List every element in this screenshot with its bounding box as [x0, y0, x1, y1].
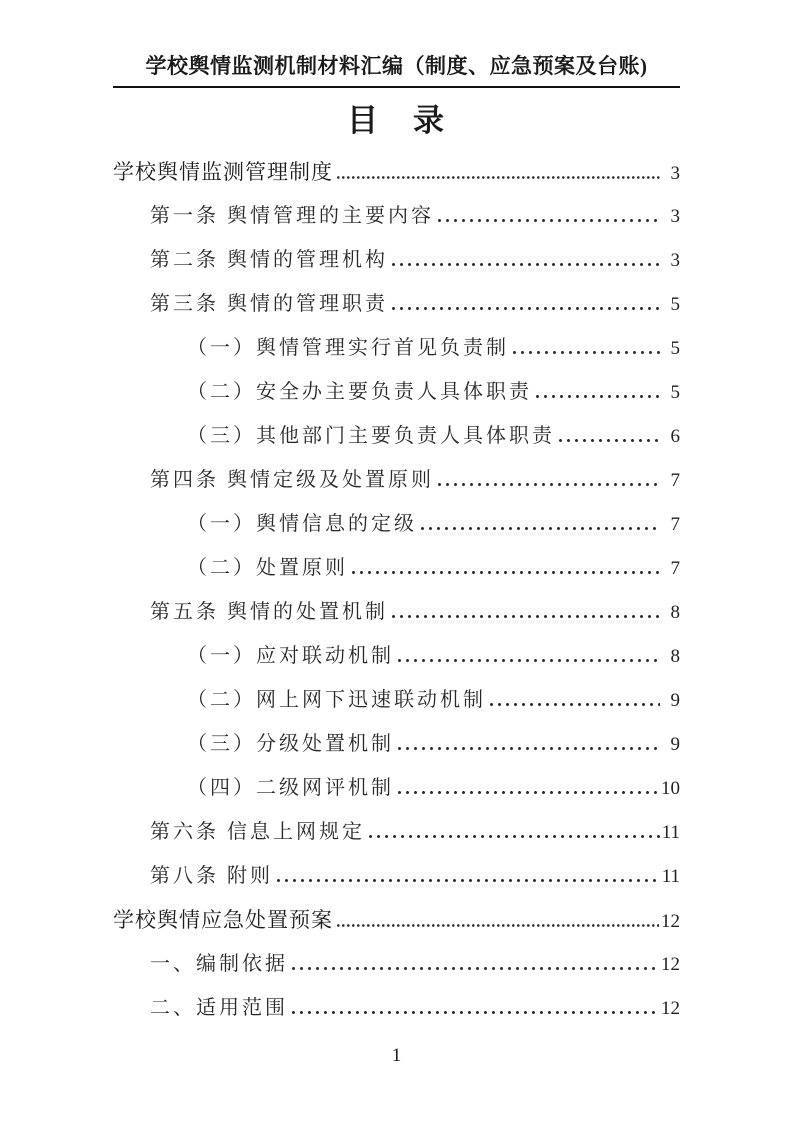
toc-entry-label: （四）二级网评机制 [187, 777, 394, 799]
dotted-leader [513, 351, 660, 354]
toc-entry[interactable] [113, 590, 680, 634]
toc-entry-page: 12 [661, 998, 680, 1019]
dotted-leader [490, 703, 660, 706]
toc-entry-label: 一、编制依据 [150, 953, 288, 975]
toc-entry-page: 7 [670, 558, 680, 579]
toc-entry[interactable] [113, 942, 680, 986]
dotted-leader [352, 571, 660, 574]
toc-entry-page: 9 [670, 690, 680, 711]
toc-entry[interactable] [113, 370, 680, 414]
dotted-leader [398, 747, 660, 750]
toc-entry-page: 12 [661, 954, 680, 975]
dotted-leader [438, 219, 660, 222]
toc-entry-page: 3 [670, 250, 680, 271]
page-title: 目 录 [347, 103, 446, 138]
toc-entry-page: 12 [661, 911, 680, 932]
toc-entry-label: 第六条 信息上网规定 [150, 821, 365, 843]
toc-entry-page: 7 [670, 470, 680, 491]
toc-entry[interactable] [113, 766, 680, 810]
dotted-leader [337, 924, 659, 927]
toc-entry-page: 11 [661, 822, 680, 843]
page-header [113, 0, 680, 88]
dotted-leader [337, 176, 660, 179]
toc-entry[interactable] [113, 238, 680, 282]
toc-entry[interactable] [113, 458, 680, 502]
dotted-leader [392, 307, 660, 310]
toc-entry[interactable] [113, 326, 680, 370]
toc-entry[interactable] [113, 414, 680, 458]
toc-entry-page: 11 [661, 866, 680, 887]
toc-entry[interactable] [113, 898, 680, 942]
toc-entry[interactable] [113, 986, 680, 1030]
dotted-leader [369, 835, 660, 838]
toc-entry-page: 5 [670, 382, 680, 403]
toc-entry-label: （三）其他部门主要负责人具体职责 [187, 425, 555, 447]
toc-entry-page: 3 [670, 163, 680, 184]
toc-entry-page: 5 [670, 294, 680, 315]
toc-entry-label: 第一条 舆情管理的主要内容 [150, 205, 434, 227]
dotted-leader [559, 439, 660, 442]
toc-entry[interactable] [113, 502, 680, 546]
toc-entry-page: 3 [670, 206, 680, 227]
toc-list [113, 150, 680, 1030]
toc-entry-label: （二）处置原则 [187, 557, 348, 579]
toc-entry-label: （二）网上网下迅速联动机制 [187, 689, 486, 711]
toc-entry-label: 第二条 舆情的管理机构 [150, 249, 388, 271]
toc-entry[interactable] [113, 546, 680, 590]
toc-entry-label: （一）舆情信息的定级 [187, 513, 417, 535]
toc-entry-label: （二）安全办主要负责人具体职责 [187, 381, 532, 403]
dotted-leader [398, 659, 660, 662]
toc-entry[interactable] [113, 810, 680, 854]
dotted-leader [536, 395, 660, 398]
toc-entry-label: 第四条 舆情定级及处置原则 [150, 469, 434, 491]
toc-entry-page: 10 [661, 778, 680, 799]
toc-entry-label: 学校舆情监测管理制度 [113, 160, 333, 184]
toc-entry-page: 8 [670, 602, 680, 623]
dotted-leader [398, 791, 659, 794]
dotted-leader [277, 879, 660, 882]
toc-entry-label: 第三条 舆情的管理职责 [150, 293, 388, 315]
dotted-leader [392, 263, 660, 266]
toc-entry[interactable] [113, 678, 680, 722]
toc-entry-page: 6 [670, 426, 680, 447]
toc-entry[interactable] [113, 194, 680, 238]
dotted-leader [292, 967, 659, 970]
toc-entry-label: 第八条 附则 [150, 865, 273, 887]
toc-entry-label: （一）应对联动机制 [187, 645, 394, 667]
toc-entry-label: （一）舆情管理实行首见负责制 [187, 337, 509, 359]
toc-entry-label: 二、适用范围 [150, 997, 288, 1019]
page-header-text: 学校舆情监测机制材料汇编（制度、应急预案及台账) [145, 54, 648, 78]
toc-entry[interactable] [113, 634, 680, 678]
toc-entry-page: 8 [670, 646, 680, 667]
dotted-leader [392, 615, 660, 618]
toc-entry[interactable] [113, 854, 680, 898]
toc-entry-page: 5 [670, 338, 680, 359]
toc-entry-page: 7 [670, 514, 680, 535]
toc-entry-label: （三）分级处置机制 [187, 733, 394, 755]
dotted-leader [438, 483, 660, 486]
toc-entry[interactable] [113, 282, 680, 326]
toc-entry[interactable] [113, 722, 680, 766]
toc-entry[interactable] [113, 150, 680, 194]
toc-entry-label: 学校舆情应急处置预案 [113, 908, 333, 932]
toc-entry-page: 9 [670, 734, 680, 755]
dotted-leader [421, 527, 660, 530]
dotted-leader [292, 1011, 659, 1014]
page-number-footer: 1 [391, 1045, 402, 1066]
toc-entry-label: 第五条 舆情的处置机制 [150, 601, 388, 623]
